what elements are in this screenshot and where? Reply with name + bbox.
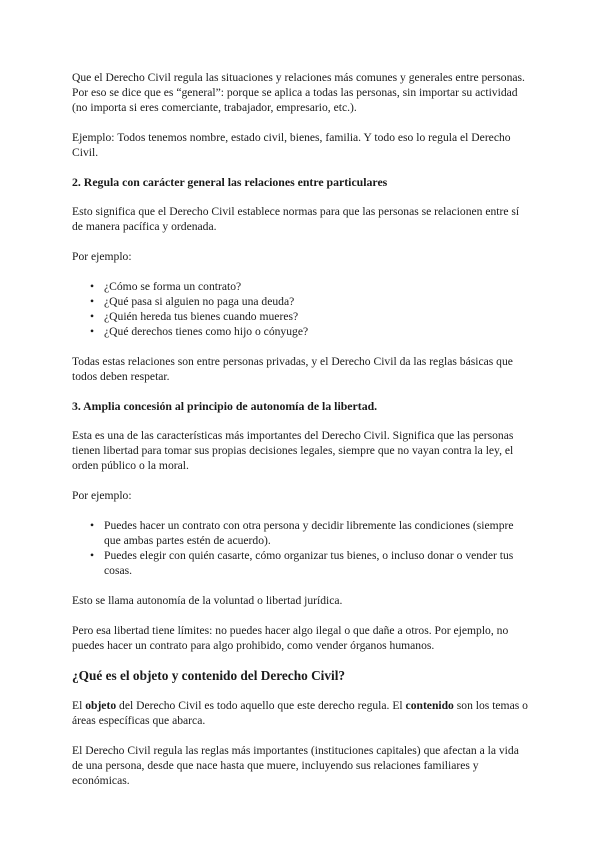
section-3-lead: Por ejemplo:: [72, 489, 132, 502]
list-item: [90, 548, 530, 578]
section-4-paragraph-1: [72, 698, 530, 728]
bullet-icon: •: [90, 549, 95, 562]
text-run: El: [72, 699, 86, 712]
intro-paragraph-1: Que el Derecho Civil regula las situaciones y relaciones más comunes y generales entre personas. Por eso se dice que es “general”: porque se aplica a todas las personas, sin importar su actividad (no importa si eres comerciante, trabajador, empresario, etc.).: [72, 71, 525, 114]
section-4-paragraph-2: El Derecho Civil regula las reglas más importantes (instituciones capitales) que afectan a la vida de una persona, desde que nace hasta que muere, incluyendo sus relaciones familiares y económicas.: [72, 744, 519, 787]
bullet-icon: •: [90, 325, 95, 338]
section-2-paragraph-2: Todas estas relaciones son entre personas privadas, y el Derecho Civil da las reglas básicas que todos deben respetar.: [72, 355, 513, 383]
list-item-text: ¿Cómo se forma un contrato?: [104, 280, 242, 293]
section-2-paragraph-1: Esto significa que el Derecho Civil establece normas para que las personas se relacionen entre sí de manera pacífica y ordenada.: [72, 205, 520, 233]
bullet-icon: •: [90, 280, 95, 293]
section-2-heading: 2. Regula con carácter general las relaciones entre particulares: [72, 175, 388, 189]
section-2-list: [72, 279, 530, 339]
list-item-text: ¿Qué pasa si alguien no paga una deuda?: [104, 295, 295, 308]
list-item: [90, 518, 530, 548]
bullet-icon: •: [90, 519, 95, 532]
list-item: [90, 309, 530, 324]
section-3-list: [72, 518, 530, 578]
term-contenido: contenido: [405, 699, 454, 712]
bullet-icon: •: [90, 295, 95, 308]
list-item: [90, 279, 530, 294]
section-3-paragraph-2: Esto se llama autonomía de la voluntad o libertad jurídica.: [72, 594, 343, 607]
list-item: [90, 294, 530, 309]
list-item: [90, 324, 530, 339]
bullet-icon: •: [90, 310, 95, 323]
section-3-paragraph-1: Esta es una de las características más importantes del Derecho Civil. Significa que las personas tienen libertad para tomar sus propias decisiones legales, siempre que no vayan contra la ley, el orden público o la moral.: [72, 429, 514, 472]
document-body: [72, 70, 530, 803]
section-4-heading: ¿Qué es el objeto y contenido del Derecho Civil?: [72, 668, 346, 683]
list-item-text: ¿Qué derechos tienes como hijo o cónyuge?: [104, 325, 309, 338]
section-3-paragraph-3: Pero esa libertad tiene límites: no puedes hacer algo ilegal o que dañe a otros. Por ejemplo, no puedes hacer un contrato para algo prohibido, como vender órganos humanos.: [72, 624, 509, 652]
text-run: del Derecho Civil es todo aquello que este derecho regula. El: [116, 699, 406, 712]
text-run: son los temas o áreas específicas que abarca.: [72, 699, 528, 727]
term-objeto: objeto: [85, 699, 117, 712]
list-item-text: Puedes elegir con quién casarte, cómo organizar tus bienes, o incluso donar o vender tus cosas.: [104, 549, 514, 577]
intro-paragraph-2: Ejemplo: Todos tenemos nombre, estado civil, bienes, familia. Y todo eso lo regula el Derecho Civil.: [72, 131, 511, 159]
section-3-heading: 3. Amplia concesión al principio de autonomía de la libertad.: [72, 399, 378, 413]
section-2-lead: Por ejemplo:: [72, 250, 132, 263]
list-item-text: Puedes hacer un contrato con otra persona y decidir libremente las condiciones (siempre que ambas partes estén de acuerdo).: [104, 519, 514, 547]
list-item-text: ¿Quién hereda tus bienes cuando mueres?: [104, 310, 299, 323]
